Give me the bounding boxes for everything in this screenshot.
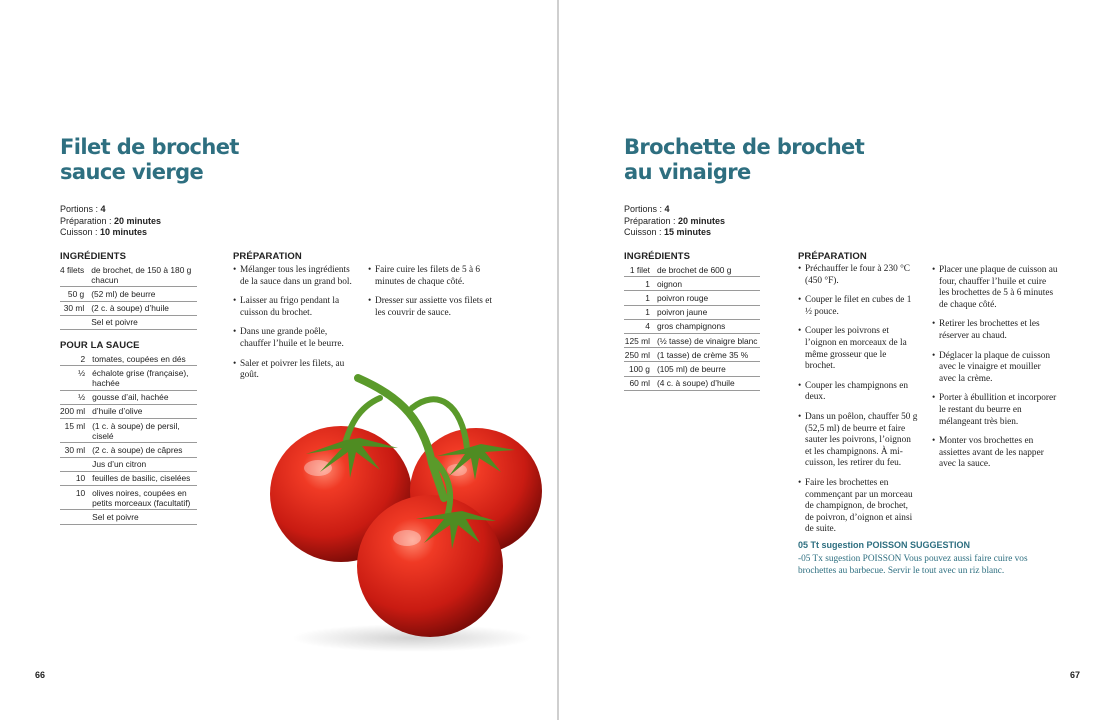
tomato-photo [262, 368, 552, 658]
preparation-step: • Couper les poivrons et l’oignon en morceaux de la même grosseur que le brochet. [798, 326, 918, 372]
prep-time-value: 20 minutes [114, 215, 162, 226]
preparation-heading: PRÉPARATION [798, 251, 867, 262]
ingredient-description: (2 c. à soupe) de câpres [92, 443, 197, 457]
ingredient-quantity: 30 ml [60, 443, 92, 457]
ingredient-row [60, 457, 197, 471]
ingredient-description: poivron jaune [657, 305, 760, 319]
portions-value: 4 [664, 204, 670, 214]
preparation-step: • Porter à ébullition et incorporer le restant du beurre en mélangeant très bien. [932, 393, 1058, 428]
prep-time-label: Préparation : [60, 215, 115, 226]
ingredient-description: de brochet, de 150 à 180 g chacun [91, 263, 197, 287]
ingredient-quantity: 15 ml [60, 419, 92, 443]
ingredient-row [60, 315, 197, 329]
ingredient-quantity: 50 g [60, 287, 91, 301]
preparation-step: • Couper les champignons en deux. [798, 381, 918, 404]
recipe-title [624, 135, 864, 185]
ingredient-quantity: ½ [60, 366, 92, 390]
ingredient-quantity: ½ [60, 390, 92, 404]
preparation-step: • Dans un poêlon, chauffer 50 g (52,5 ml) de beurre et faire sauter les poivrons, l’oignon et les champignons. À mi-cuisson, les retirer du feu. [798, 412, 918, 470]
suggestion-text: -05 Tx sugestion POISSON Vous pouvez aussi faire cuire vos brochettes au barbecue. Servir le tout avec un riz blanc. [798, 554, 1028, 576]
ingredient-description: (1 tasse) de crème 35 % [657, 348, 760, 362]
right-page [559, 0, 1116, 720]
ingredient-quantity: 1 filet [624, 263, 657, 277]
cook-time-value: 10 minutes [100, 227, 148, 237]
cook-time-label: Cuisson : [60, 227, 101, 237]
ingredient-description: gousse d’ail, hachée [92, 390, 197, 404]
ingredient-row [60, 390, 197, 404]
ingredient-description: feuilles de basilic, ciselées [92, 471, 197, 485]
preparation-step: • Déglacer la plaque de cuisson avec le vinaigre et mouiller avec la crème. [932, 351, 1058, 386]
recipe-meta [60, 204, 161, 239]
ingredient-description: gros champignons [657, 319, 760, 333]
preparation-step: • Faire les brochettes en commençant par un morceau de champignon, de brochet, de poivron, d’oignon et ainsi de suite. [798, 478, 918, 536]
ingredient-quantity: 250 ml [624, 348, 657, 362]
ingredient-row [624, 334, 760, 348]
ingredient-quantity: 100 g [624, 362, 657, 376]
preparation-step: • Laisser au frigo pendant la cuisson du brochet. [233, 296, 353, 319]
title-line-1: Brochette de brochet [624, 135, 865, 159]
ingredients-table [624, 263, 760, 391]
prep-time-label: Préparation : [624, 215, 679, 226]
title-line-2: au vinaigre [624, 160, 751, 184]
ingredients-heading: INGRÉDIENTS [60, 251, 127, 262]
preparation-steps-col1 [798, 264, 918, 544]
ingredient-description: de brochet de 600 g [657, 263, 760, 277]
title-line-1: Filet de brochet [60, 135, 239, 159]
ingredient-description: (105 ml) de beurre [657, 362, 760, 376]
preparation-steps-col2 [932, 265, 1058, 479]
ingredient-row [60, 471, 197, 485]
ingredients-heading: INGRÉDIENTS [624, 251, 691, 262]
ingredient-description: (4 c. à soupe) d’huile [657, 376, 760, 390]
ingredient-row [60, 486, 197, 510]
left-page [0, 0, 557, 720]
preparation-step: • Faire cuire les filets de 5 à 6 minutes de chaque côté. [368, 265, 492, 288]
ingredient-description: Sel et poivre [91, 315, 197, 329]
sauce-table [60, 352, 197, 525]
ingredient-quantity: 10 [60, 471, 92, 485]
preparation-step: • Dans une grande poêle, chauffer l’huile et le beurre. [233, 327, 353, 350]
recipe-meta [624, 204, 725, 239]
portions-label: Portions : [624, 204, 665, 214]
ingredient-row [624, 277, 760, 291]
preparation-step: • Couper le filet en cubes de 1 ½ pouce. [798, 295, 918, 318]
suggestion-title: 05 Tt sugestion POISSON SUGGESTION [798, 540, 971, 550]
preparation-heading: PRÉPARATION [233, 251, 302, 262]
ingredient-description: Jus d’un citron [92, 457, 197, 471]
ingredient-description: (1 c. à soupe) de persil, ciselé [92, 419, 197, 443]
ingredient-quantity: 10 [60, 486, 92, 510]
ingredient-description: olives noires, coupées en petits morceaux (facultatif) [92, 486, 197, 510]
preparation-step: • Monter vos brochettes en assiettes avant de les napper avec la sauce. [932, 436, 1058, 471]
ingredient-row [60, 366, 197, 390]
ingredient-row [60, 263, 197, 287]
ingredient-quantity: 1 [624, 277, 657, 291]
page-number: 67 [1070, 670, 1081, 680]
ingredient-row [624, 376, 760, 390]
preparation-step: • Placer une plaque de cuisson au four, chauffer l’huile et cuire les brochettes de 5 à 6 minutes de chaque côté. [932, 265, 1058, 311]
ingredient-row [60, 404, 197, 418]
ingredient-row [60, 301, 197, 315]
ingredient-quantity [60, 315, 91, 329]
ingredient-row [60, 287, 197, 301]
ingredient-description: Sel et poivre [92, 510, 197, 524]
ingredient-row [60, 419, 197, 443]
ingredient-quantity: 2 [60, 352, 92, 366]
preparation-step: • Mélanger tous les ingrédients de la sauce dans un grand bol. [233, 265, 353, 288]
ingredient-description: tomates, coupées en dés [92, 352, 197, 366]
portions-label: Portions : [60, 204, 101, 214]
prep-time-value: 20 minutes [678, 215, 726, 226]
preparation-step: • Préchauffer le four à 230 °C (450 °F). [798, 264, 918, 287]
ingredient-description: (½ tasse) de vinaigre blanc [657, 334, 760, 348]
portions-value: 4 [100, 204, 106, 214]
preparation-steps-col2 [368, 265, 492, 327]
cook-time-value: 15 minutes [664, 227, 712, 237]
ingredient-quantity: 30 ml [60, 301, 91, 315]
title-line-2: sauce vierge [60, 160, 204, 184]
ingredient-row [624, 291, 760, 305]
recipe-title [60, 135, 239, 185]
ingredient-row [624, 348, 760, 362]
ingredient-quantity: 200 ml [60, 404, 92, 418]
ingredient-row [624, 263, 760, 277]
ingredient-row [624, 319, 760, 333]
ingredient-quantity [60, 457, 92, 471]
ingredient-description: d’huile d’olive [92, 404, 197, 418]
sauce-heading: POUR LA SAUCE [60, 340, 140, 351]
preparation-step: • Saler et poivrer les filets, au goût. [233, 359, 353, 382]
ingredient-row [624, 362, 760, 376]
ingredient-description: oignon [657, 277, 760, 291]
ingredient-quantity: 4 filets [60, 263, 91, 287]
ingredient-row [60, 443, 197, 457]
ingredient-description: (2 c. à soupe) d’huile [91, 301, 197, 315]
ingredient-row [60, 510, 197, 524]
ingredient-quantity: 60 ml [624, 376, 657, 390]
ingredient-quantity: 1 [624, 305, 657, 319]
ingredient-row [60, 352, 197, 366]
ingredient-description: (52 ml) de beurre [91, 287, 197, 301]
ingredients-table [60, 263, 197, 330]
ingredient-row [624, 305, 760, 319]
preparation-step: • Dresser sur assiette vos filets et les couvrir de sauce. [368, 296, 492, 319]
ingredient-quantity: 4 [624, 319, 657, 333]
ingredient-description: échalote grise (française), hachée [92, 366, 197, 390]
ingredient-description: poivron rouge [657, 291, 760, 305]
preparation-step: • Retirer les brochettes et les réserver au chaud. [932, 319, 1058, 342]
page-number: 66 [35, 670, 46, 680]
ingredient-quantity: 1 [624, 291, 657, 305]
ingredient-quantity [60, 510, 92, 524]
ingredient-quantity: 125 ml [624, 334, 657, 348]
cook-time-label: Cuisson : [624, 227, 665, 237]
